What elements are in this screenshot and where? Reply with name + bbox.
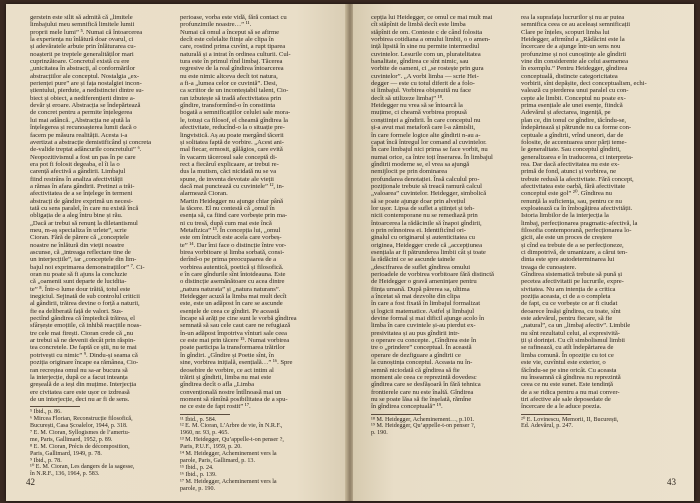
text-line: nu înseamnă că gîndirea nu reprezintă xyxy=(521,373,621,381)
text-line: presivitatea și au pus gîndirii intr- xyxy=(371,329,460,337)
column-text xyxy=(180,14,320,411)
text-line: originea, Heidegger crede că „accepțiunea xyxy=(371,241,483,249)
text-line: esențiala ar fi pătrunderea limbii cât și toate xyxy=(371,249,486,256)
text-line: prima esențiale ale unei esențe, fiindcă xyxy=(521,102,623,110)
footnotes xyxy=(371,417,511,438)
footnote-rule xyxy=(180,414,230,415)
text-line: noașterii pe treptele generalităților mari xyxy=(30,50,134,58)
text-line: Clare pe înțeles, scopuri limba lui xyxy=(521,28,610,36)
footnote-line: ¹² E. M. Cioran, L’Arbre de vie, în N.R.F., xyxy=(180,423,283,430)
text-line: filosofia contemporană, perfecționarea lo- xyxy=(521,226,632,234)
footnote-line: parole, p. 190. xyxy=(180,485,216,492)
text-line: convențională nostre întîlnoasă mai un xyxy=(180,388,282,396)
text-line: rea. Dar dacă afectivitatea nu este ex- xyxy=(521,160,620,168)
footnotes xyxy=(180,417,320,493)
text-line: lor ușor. Lipsa de suflet a științei și teh- xyxy=(371,204,475,212)
text-line: afectivitate, reducînd-o la o situație pre- xyxy=(180,124,285,132)
text-line: o prin reînnoirea ei. Identificînd ori- xyxy=(371,226,466,234)
text-line: Heidegger acuză la limba mai mult decît xyxy=(180,293,287,301)
text-line: profunzime și noi cunoștințe ale gîndirii xyxy=(521,50,627,58)
text-line: nemijlocit pe prin dominarea xyxy=(371,168,448,176)
text-line: un interjecțiile”, iar „conceptele din lim- xyxy=(30,256,137,264)
text-line: „natural”, ca un „limbaj afectiv”. Limbile xyxy=(521,322,631,330)
text-line: sfârșește emoțiile, că inhibă reacțiile noas- xyxy=(30,322,142,330)
text-line: profundarea denotației. Însă calculul pro- xyxy=(371,175,480,183)
left-page-column-1 xyxy=(30,14,170,478)
text-line: nu este nimic altceva decît tot natura, xyxy=(180,72,278,80)
text-line: rect a fiecăruî explicaare, ar trebui re- xyxy=(180,160,279,168)
text-line: făcîndu-se pe sine oricât. Cu aceasta xyxy=(521,366,617,374)
text-line: tre cele mai firești. Cioran crede că „nu xyxy=(30,329,134,337)
text-line: și adevăratele arbuie prin înlăturarea cu- xyxy=(30,43,136,51)
text-line: de Heidegger o gravă amenințare pentru xyxy=(371,278,477,286)
text-line: profunzimile noastre…” ¹¹. xyxy=(180,21,252,29)
footnotes xyxy=(30,409,170,478)
text-line: pecetea afectivitatii pe lucrurile, expre- xyxy=(521,278,624,286)
text-line: ce este mai prin tăcere ¹⁵. Numai vorbirea xyxy=(180,337,290,345)
footnote-line: ¹⁵ Ibid., p. 24. xyxy=(180,464,214,471)
text-line: ni cu tresă, după cum mai este încă xyxy=(180,219,272,227)
text-line: folosite, de accentuarea unor părți teme- xyxy=(521,138,627,146)
text-line: perioadele de vorbirea vorbitoare fără distinctă xyxy=(371,271,494,279)
text-line: obligația de a aleg întru bine și rău. xyxy=(30,212,123,220)
text-line: dinta este spre autodeterminarea lui xyxy=(521,256,615,264)
text-line: potrivești cu nimic” ⁹. Dindu-și seama că xyxy=(30,351,138,359)
footnote-line: ¹³ M. Heidegger, Qu’appelle-t-on penser ?, xyxy=(180,437,284,444)
text-line: treaga de cunoaștere. xyxy=(521,263,577,271)
text-line: și logicii matematice. Astfel și limbajul xyxy=(371,307,475,315)
text-line: inegiciul. Sejinată de sub controlul criticii xyxy=(30,293,140,301)
footnote-line: ⁷ E. M. Cioran, Syllogismes de l’amertu- xyxy=(30,429,130,436)
text-line: bogată a semnificațiilor celulei sale mora- xyxy=(180,109,291,117)
text-line: esența să, ca fiind care vorbește prin ma- xyxy=(180,212,288,220)
text-line: și solitatea faptă de vorbire. „Acest ani- xyxy=(180,138,284,146)
text-line: naturală și a intrat în ordinea culturii. Cul- xyxy=(180,50,291,58)
text-line: generalizarea e în traducerea, ci interpreta- xyxy=(521,153,634,161)
page-number: 43 xyxy=(667,477,676,487)
text-line: „natura naturata” și „natura naturans”. xyxy=(180,285,281,293)
text-line: poziția aceasta, ci de a o completa xyxy=(521,293,611,301)
text-line: tura este în primul rînd limbaj. Tăcerea xyxy=(180,58,283,66)
text-line: de concret pentru a permite înțelegerea xyxy=(30,109,133,117)
text-line: și-a avut mai metaforă care l-a zămislit, xyxy=(371,124,475,132)
text-line: derînd-o pe prima preocupaarea de a xyxy=(180,256,277,264)
text-line: poziționale trebuie să treacă ramură calcul xyxy=(371,182,482,190)
text-line: decît este celelalte ființe ale clipa în xyxy=(180,36,274,44)
text-line: tea concretele. De faptă ce știi, nu te mai xyxy=(30,344,137,352)
text-line: te” ⁸. Într-o lume dour trăită, totul este xyxy=(30,285,131,293)
footnote-rule xyxy=(371,414,421,415)
text-line: rea la suprafața lucrurilor și nu ar putea xyxy=(521,14,625,21)
text-line: limba comună. În opoziție cu tot ce xyxy=(521,351,614,359)
footnotes xyxy=(521,417,661,431)
text-line: e în care gîndurile sînt întotdeauna. Este xyxy=(180,271,286,279)
text-line: de un interjecție, deci nu ar fi de sens. xyxy=(30,395,130,403)
text-line: lui mai adâncă. „Abstracția ne ajută la xyxy=(30,116,130,124)
text-line: limbaj, perfecționarea pragmatic-afectivă, la xyxy=(521,219,638,227)
text-line: să se poate ajunge doar prin alvețiul xyxy=(371,197,466,205)
text-line: abstracțiilor ale conceptul. Nostalgia „ex- xyxy=(30,72,140,80)
text-line: mal fiecar, ermosit, gălăgios, care evită xyxy=(180,146,283,154)
text-line: vorbirea cotidiana a omului limbii, o o amen- xyxy=(371,36,491,44)
text-line: de a se ridica pentru a nu mai conver- xyxy=(521,388,620,396)
footnote-line: Ed. Adevărul, p. 247. xyxy=(521,423,573,430)
footnote-rule xyxy=(30,406,80,407)
right-page-column-1 xyxy=(371,14,511,454)
text-line: ca scriitor de un inconteștabil talent, Cio- xyxy=(180,87,289,95)
text-line: Adevărul și afectarea, ingeniță, pe xyxy=(521,109,611,117)
footnote-line: ¹⁷ M. Heidegger, Acheminement vers la xyxy=(180,478,277,485)
text-line: vorbirea autentică, poetică și filosofică. xyxy=(180,263,284,271)
footnote-line: ⁶ Mircea Florian, Reconstrucție filosofică, xyxy=(30,416,133,423)
text-line: alarmează Cioran. xyxy=(180,190,228,198)
text-line: vine din considerente ale celui asemenea xyxy=(521,58,628,66)
book-spread xyxy=(6,4,694,501)
text-line: de-valide treptat adâncurile concretului” ⁶. xyxy=(30,146,142,154)
text-line: ții și dorinței. Cu cît simbolismul limbii xyxy=(521,337,625,345)
text-line: ființa umană. După părerea sa, ultima xyxy=(371,285,470,293)
text-line: limbajului meu semnifică limitele lumii xyxy=(30,21,135,29)
text-line: te” ¹⁴. Dar îmi face o distincție între vor- xyxy=(180,241,287,249)
text-line: în exemplu.” Pentru Heidegger, gîndirea xyxy=(521,65,628,73)
text-line: muțime, ci cheamă vorbirea propusă xyxy=(371,109,467,117)
text-line: la rădăcini ce se ascunde tainele xyxy=(371,256,455,264)
footnote-line: ⁵ Ibid., p. 86. xyxy=(30,409,62,416)
text-line: fiind restrâns în analiza afectivității xyxy=(30,175,123,183)
text-line: semnată să sau cele caut care ne refugiază xyxy=(180,322,291,330)
text-line: frontierele care nu este înaltă. Gîndirea xyxy=(371,388,474,396)
text-line: le, totuși ca filosof, el cheamă gîndirea la xyxy=(180,116,288,124)
text-line: facem pe măsura realității. Acesta i-a xyxy=(30,131,128,139)
text-line: gîndirea decît o afla „Limba xyxy=(180,381,254,389)
text-line: proprii mele lumi” ⁵. Numai că întoarcerea xyxy=(30,28,143,36)
text-line: perioase, vorba este vidă, fără contact cu xyxy=(180,14,287,21)
text-line: degger — este cu totul diferit de a folo- xyxy=(371,80,475,88)
text-line: afectivitatea este oarbă, fără afectivitate xyxy=(521,182,626,190)
text-line: a încetat să mai dezvolte din clipa xyxy=(371,293,460,301)
text-line: le generalitate. Sau conceptul gîndirii, xyxy=(521,146,621,154)
text-line: conștiinței a gîndirii. În care conceptul nu xyxy=(371,116,481,124)
text-line: tată cu sens paralel, în care nu există încă xyxy=(30,204,139,212)
text-line: cuprinzătoare. Concretul există cu ere xyxy=(30,58,130,66)
text-line: în gîndiri. „Gîndire și Poetie sînt, în xyxy=(180,351,274,359)
text-line: înțelegerea și recunoașterea lumii dacă o xyxy=(30,124,137,132)
text-line: la cunoștința conceptul. Aceasta nu în- xyxy=(371,359,473,367)
text-line: Heidegger nu vrea să se întoarcă la xyxy=(371,102,463,110)
text-line: cepția lui Heidegger, ce omul ce mai mult mai xyxy=(371,14,493,21)
text-line: Martin Heidegger nu ajunge chiar până xyxy=(180,197,284,205)
text-line: si limbajul. Vorbirea obișnuită nu face xyxy=(371,87,471,95)
text-line: birea vorbitoare și limba sorbată, consi- xyxy=(180,249,285,256)
footnote-line: p. 190. xyxy=(371,430,388,437)
text-line: ar trebui să ne devenii decât prin răspin- xyxy=(30,337,136,345)
text-line: greșeală de a ieși din muțime. Interjecția xyxy=(30,381,137,389)
text-line: avertizat a abstracție demistificând și concreta xyxy=(30,138,152,146)
text-line: vorbirii, sînt depășite, deci conceptualism, echi- xyxy=(521,80,647,88)
text-line: știentului, pierdute, a nedistinctei dintre su- xyxy=(30,87,144,95)
text-line: renunță la suficiența, sau, pentru ce nu xyxy=(521,197,622,205)
text-line: perienței pure” are și fața nostalgiei incon- xyxy=(30,80,142,88)
column-text xyxy=(30,14,170,403)
footnote-line: în N.R.F., 136, 1964, p. 583. xyxy=(30,471,100,478)
text-line: fie ea deliberată față de valori. Sus- xyxy=(30,307,123,315)
text-line: în-un adăpost împotriva vînturi sale ceea xyxy=(180,329,287,337)
text-line: îndepărtează și pătrunde nu ca forme con- xyxy=(521,124,632,132)
text-line: sivitatea. Nu am intenția de a critica xyxy=(521,285,616,293)
text-line: spune, de inventa devotate ale vieții xyxy=(180,175,274,183)
text-line: dus la mutism, căci nicidată nu se va xyxy=(180,168,277,176)
text-line: devăr și eroare. Abstracția se îndepărtează xyxy=(30,102,141,110)
text-line: capat încă întregul lor comand al cuvintelor. xyxy=(371,138,487,146)
text-line: conceptuală, distincte categoricitatea xyxy=(521,72,618,80)
text-line: ință lipsită în sine nu permite intermediul xyxy=(371,43,480,51)
text-line: „unicitatea în abstracți, al conformărilor xyxy=(30,65,136,73)
text-line: sine, vorbirea inițială, esențială…” ¹⁶. Spre xyxy=(180,359,293,367)
text-line: în vacarm tăcerosul sale conceptă di- xyxy=(180,153,278,161)
text-line: ceptuale a gîndirii, vrînd uneori, dar de xyxy=(521,131,624,139)
text-line: trăirii și gîndirii, limba nu mai este xyxy=(180,373,272,381)
text-line: lingvistică. Aș au poate mergând tăcerii xyxy=(180,131,284,139)
text-line: banalitate, gîndirea ce sînt nimic, sau xyxy=(371,58,469,66)
text-line: ascunse, că „intreaga reflectare tine de xyxy=(30,249,131,256)
text-line: o distincție asemănătoare cu acea dintre xyxy=(180,278,285,286)
text-line: trebuie redusă la afectivitate. Fără concept, xyxy=(521,175,634,183)
text-line: și cînd ea trebuie de a se perfecționeze, xyxy=(521,241,624,249)
text-line: gîndire, transformînd-o în constiinta xyxy=(180,102,276,110)
footnote-line: ²⁰ E. Lovinescu, Memorii, II, București, xyxy=(521,416,619,423)
text-line: tiri afective ale sale deposedate de xyxy=(521,395,611,403)
text-line: nicii contemporane nu se remediază prin xyxy=(371,212,478,220)
text-line: „valoarea” cuvintelor. Heidegger, simbolică xyxy=(371,190,487,198)
text-line: ere civitatea care este ușor ce izdreasă xyxy=(30,388,130,396)
text-line: semnifica ceea ce au aceleași semnificații xyxy=(521,21,631,29)
text-line: este adevărul, pentru fiecare, să fie xyxy=(521,315,613,323)
text-line: deoarece însăși gîndirea, cu toate, sînt xyxy=(521,307,621,315)
footnote-line: parole, Paris, Gallimard, p. 13. xyxy=(180,458,255,464)
text-line: gîndirii moderne se, el vrea sa ajungă xyxy=(371,160,470,168)
text-line: gicii, ale este un proces de creștere xyxy=(521,234,613,242)
text-line: ginalul cu originarul și autenticitatea cu xyxy=(371,234,475,242)
text-line: carență afectivă a gândirii. Limbajul xyxy=(30,168,126,176)
text-line: exploatează ca în îmbogățirea afectivității. xyxy=(521,204,633,212)
text-line: limba în care cuvintele și-au pierdut ex- xyxy=(371,322,476,330)
text-line: gîndirea care se desfășoară în fără tehnica xyxy=(371,381,481,389)
left-page xyxy=(6,4,347,501)
footnote-line: Paris, P.U.F., 1959, p. 20. xyxy=(180,444,242,451)
text-line: în gîndirea conceptuală” ¹⁹. xyxy=(371,403,443,411)
text-line: În care limbajul nici prima se face vorbit, nu xyxy=(371,146,488,154)
text-line: Cioran. Fără de părere că „conceptele xyxy=(30,234,129,242)
text-line: în care formele logice alte gîndirii n-au a- xyxy=(371,131,481,139)
footnote-line: ¹⁹ M. Heidegger, Qu’appelle-t-on penser ?, xyxy=(371,423,476,430)
text-line: poate participa la transformarea trăirilor xyxy=(180,344,285,352)
text-line: în care a fost fixată în limbajul formalizat xyxy=(371,300,481,308)
text-line: deosebire de vorbire, ce act intim al xyxy=(180,366,274,374)
text-line: „Dacă ar trebui să renunț la diletantismul xyxy=(30,219,138,227)
footnote-line: ¹⁶ Ibid., p. 139. xyxy=(180,471,217,478)
footnote-rule xyxy=(521,414,571,415)
text-line: cît stăpînit de limbă decît este limba xyxy=(371,21,466,29)
text-line: esențele de ceea ce gîndiri. Pe această xyxy=(180,307,280,315)
text-line: este, este un adăpost în care se ascunde xyxy=(180,300,283,308)
text-line: Istoria limbilor de la interjecția la xyxy=(521,212,609,220)
text-line: bajul noi exprimarea demonstrațiilor” ⁷. Ci- xyxy=(30,263,145,271)
text-line: Heidegger, afirmînd a „Rădăcini este la xyxy=(521,36,625,44)
footnote-line: ¹¹ Ibid., p. 584. xyxy=(180,416,217,423)
text-line: „descifrarea de suflet gîndirea omului xyxy=(371,263,471,271)
text-line: vorbite de oameni, ci „se rostește prin gura xyxy=(371,65,484,73)
text-line: încape să arăți pe cine sunt le vorbă gîndirea xyxy=(180,315,297,323)
text-line: operare de dezfiguare a gîndirii ce xyxy=(371,351,461,359)
text-line: nu sînt rezultatul celui, al expresivită- xyxy=(521,329,620,337)
footnote-line: 1960, nr. 93, p. 465. xyxy=(180,430,229,437)
text-line: cuvintelor”. „A vorbi limba — scrie Hei- xyxy=(371,72,479,80)
text-line: cepte ale limbii. Conceptul nu poate ex- xyxy=(521,94,626,102)
text-line: al gândirii, trăirea devine o forță a naturii, xyxy=(30,300,140,308)
text-line: Neopozitivismul a fost un pas în pe care xyxy=(30,153,136,161)
text-line: primă de fond, atunci și vorbirea, ne xyxy=(521,168,617,176)
text-line: conceptul este gol” ²⁰. Gîndirea nu xyxy=(521,190,612,198)
text-line: a fi-a „lumea celor ce cuvintă”. Desi, xyxy=(180,80,278,88)
text-line: gerstein este silit să admită că „limitele xyxy=(30,14,133,21)
text-line: semnă niciodată că gîndirea să fie xyxy=(371,366,460,374)
right-page xyxy=(353,4,694,501)
text-line: la tăcere. El nu contestă că „omul în xyxy=(180,204,275,212)
footnote-line: ¹⁸ M. Heidegger, Acheminement…, p.101. xyxy=(371,416,475,423)
text-line: regresive de la real gîndirea întoarcerea xyxy=(180,65,284,73)
footnote-line: ⁸ E. M. Cioran, Précis de décomposition, xyxy=(30,443,130,450)
text-line: ran recreștea omul nu sa-ar bucura să xyxy=(30,366,128,374)
text-line: este vie, cuvîntul este exterior, o xyxy=(521,359,606,367)
text-line: nu se poate lăsa să fie înșelată, rămîne xyxy=(371,395,472,403)
text-line: este om întrucît este acela care vorbeș- xyxy=(180,234,282,242)
text-line: Gîndirea sistematică trebuie să pună și xyxy=(521,271,623,279)
footnote-line: ¹⁰ E. M. Cioran, Les dangers de la sagesse, xyxy=(30,464,135,471)
text-line: poziția originare încape ea rămânea, Cio- xyxy=(30,359,139,367)
text-line: ran izbutește să tradă afectivitatea prin xyxy=(180,94,281,102)
left-page-column-2 xyxy=(180,14,320,492)
text-line: ceea ce nu este sunet. Este tendință xyxy=(521,381,613,389)
text-line: devine formal și mai dificil ajunge acolo în xyxy=(371,315,485,323)
footnote-line: ⁹ Ibid., p. 78. xyxy=(30,457,62,464)
text-line: plan ce, din tonul ce gîndire, tăcîndu-se, xyxy=(521,116,627,124)
text-line: valează cu pierderea unui paralel cu con- xyxy=(521,87,629,95)
text-line: cuvintelor. Lesurile com un, pluratelitatea xyxy=(371,50,481,58)
text-line: stăpînit de om. Conteste c de când folosita xyxy=(371,28,483,36)
text-line: încercare de a le aduce poezia. xyxy=(521,403,602,411)
column-text xyxy=(521,14,661,411)
text-line: Numai că omul a început să se afirme xyxy=(180,28,280,36)
right-page-column-2 xyxy=(521,14,661,454)
text-line: ne ce este de fapt rostit” ¹⁷. xyxy=(180,403,251,411)
column-text xyxy=(371,14,511,411)
text-line: Metafizica” ¹³. În concepția lui, „omul xyxy=(180,226,281,234)
text-line: întoarcerea la rădăcinile să înapoi gîndirii, xyxy=(371,219,482,227)
text-line: decît să utilizeze limbaj” ¹⁸. xyxy=(371,94,444,102)
text-line: ci dimpotrivă, de umanizare, a cărui ten- xyxy=(521,249,628,256)
footnote-line: me, Paris, Gallimard, 1952, p. 89. xyxy=(30,436,113,443)
text-line: o operare cu concepte. „Gîndirea este în xyxy=(371,337,477,345)
text-line: moment să rămînă posibilitatea de a spu- xyxy=(180,395,288,403)
text-line: afectivitatea de a se înțelege în termeni xyxy=(30,190,133,198)
text-line: dacă mai punctează cu cuvintele” ¹², in- xyxy=(180,182,284,190)
text-line: abstracți de gândire exprimă un necesi- xyxy=(30,197,133,205)
text-line: la experiența nu înlătură doar ovarul, ci xyxy=(30,36,134,44)
text-line: numai orice, ca între toți înserarea. În limbajul xyxy=(371,153,493,161)
text-line: încercare de a ajunge într-un sens nou xyxy=(521,43,621,51)
page-number: 42 xyxy=(26,477,35,487)
footnote-line: București, Casa Școalelor, 1944, p. 318. xyxy=(30,423,128,430)
text-line: care, rostind prima cuvînt, a rupt tiparea xyxy=(180,43,286,51)
text-line: biect și obiect, a nediferențierii dintre a- xyxy=(30,94,135,102)
text-line: era pot fi folosit degeaba, el îi la o xyxy=(30,160,120,168)
text-line: că „oamenii sunt departe de lucidita- xyxy=(30,278,127,286)
text-line: tre o „prindere” conceptual. În această xyxy=(371,344,472,352)
text-line: la interjecție, după ce a facut inteanța xyxy=(30,373,128,381)
text-line: pectînd gândirea că împiedică trăirea, el xyxy=(30,315,135,323)
text-line: se rafinează, cu atît îndepărtarea de xyxy=(521,344,614,352)
text-line: moment ale ceea ce reprezintă dovedesc xyxy=(371,373,477,381)
text-line: noastre ne înlătură din vieții noastre xyxy=(30,241,125,249)
text-line: meu, m-aș specializa în urlete”, scrie xyxy=(30,226,127,234)
text-line: oran nu poate să fi ajuns la concluzie xyxy=(30,271,128,279)
text-line: de fapt, cu ce vorbește ce ar fi ciudat xyxy=(521,300,618,308)
footnote-line: ¹⁴ M. Heidegger, Acheminement vers la xyxy=(180,451,277,458)
footnote-line: Paris, Gallimard, 1949, p. 78. xyxy=(30,450,102,457)
text-line: a rămas în afara gândirii. Pretinzi a trăi- xyxy=(30,182,135,190)
